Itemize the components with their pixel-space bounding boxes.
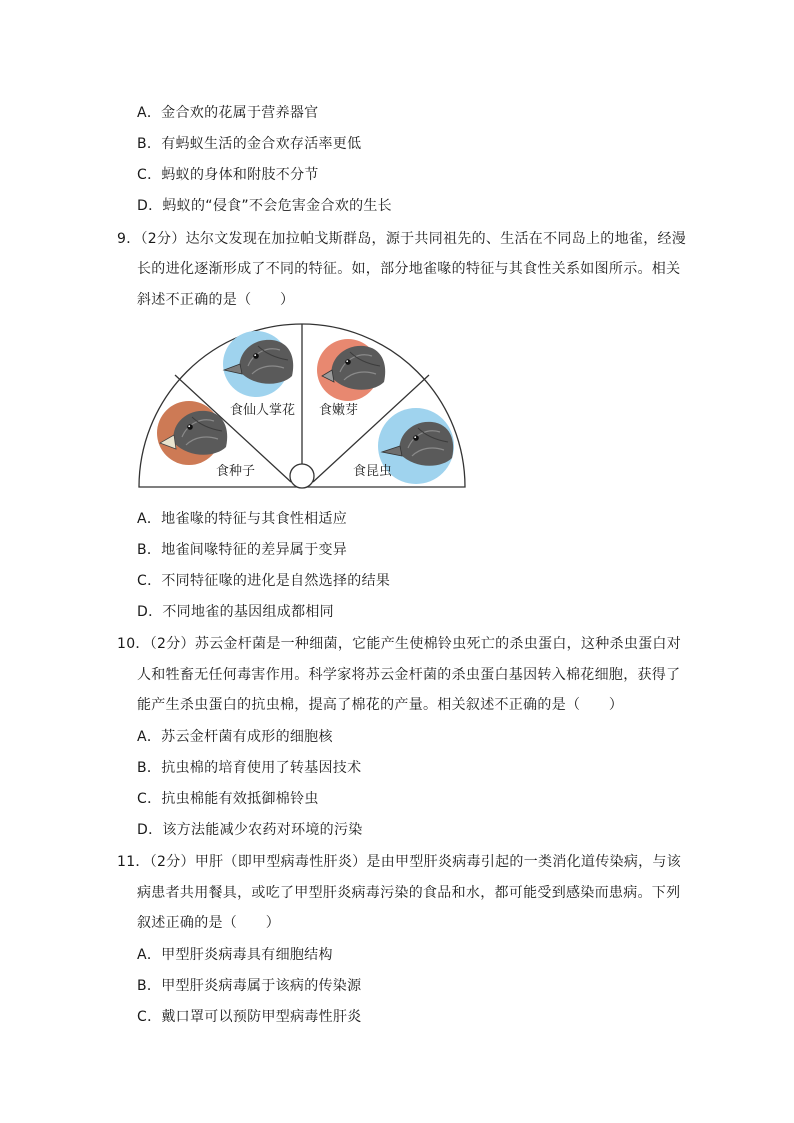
- sector-label-bud: 食嫩芽: [319, 403, 359, 418]
- finch-beak-diagram: [136, 320, 468, 492]
- q9-option-d: D．不同地雀的基因组成都相同: [137, 604, 334, 620]
- q10-stem-line1: 10．（2分）苏云金杆菌是一种细菌，它能产生使棉铃虫死亡的杀虫蛋白，这种杀虫蛋白对: [117, 636, 682, 652]
- center-circle: [290, 464, 314, 488]
- sector-label-seed: 食种子: [216, 464, 256, 479]
- q9-stem-line2: 长的进化逐渐形成了不同的特征。如，部分地雀喙的特征与其食性关系如图所示。相关: [137, 261, 681, 277]
- q8-option-d: D．蚂蚁的“侵食”不会危害金合欢的生长: [137, 198, 392, 214]
- q11-option-a: A．甲型肝炎病毒具有细胞结构: [137, 947, 333, 963]
- q11-option-c: C．戴口罩可以预防甲型病毒性肝炎: [137, 1009, 362, 1025]
- q11-stem-line1: 11．（2分）甲肝（即甲型病毒性肝炎）是由甲型肝炎病毒引起的一类消化道传染病，与该: [117, 854, 682, 870]
- sector-label-cactus: 食仙人掌花: [230, 403, 296, 418]
- q10-option-a: A．苏云金杆菌有成形的细胞核: [137, 729, 333, 745]
- q11-stem-line3: 叙述正确的是（ ）: [137, 915, 280, 931]
- q9-option-b: B．地雀间喙特征的差异属于变异: [137, 542, 348, 558]
- q11-option-b: B．甲型肝炎病毒属于该病的传染源: [137, 978, 362, 994]
- q10-option-b: B．抗虫棉的培育使用了转基因技术: [137, 760, 362, 776]
- sector-label-insect: 食昆虫: [353, 464, 393, 479]
- q10-option-d: D．该方法能减少农药对环境的污染: [137, 822, 363, 838]
- q9-stem-line3: 斜述不正确的是（ ）: [137, 292, 295, 308]
- q10-stem-line3: 能产生杀虫蛋白的抗虫棉，提高了棉花的产量。相关叙述不正确的是（ ）: [137, 697, 624, 713]
- q8-option-b: B．有蚂蚁生活的金合欢存活率更低: [137, 136, 362, 152]
- q10-stem-line2: 人和牲畜无任何毒害作用。科学家将苏云金杆菌的杀虫蛋白基因转入棉花细胞，获得了: [137, 667, 681, 683]
- q8-option-a: A．金合欢的花属于营养器官: [137, 105, 319, 121]
- q8-option-c: C．蚂蚁的身体和附肢不分节: [137, 167, 319, 183]
- q11-stem-line2: 病患者共用餐具，或吃了甲型肝炎病毒污染的食品和水，都可能受到感染而患病。下列: [137, 885, 681, 901]
- q9-option-c: C．不同特征喙的进化是自然选择的结果: [137, 573, 391, 589]
- q9-stem-line1: 9．（2分）达尔文发现在加拉帕戈斯群岛，源于共同祖先的、生活在不同岛上的地雀，经漫: [117, 231, 687, 247]
- q9-option-a: A．地雀喙的特征与其食性相适应: [137, 511, 348, 527]
- q10-option-c: C．抗虫棉能有效抵御棉铃虫: [137, 791, 319, 807]
